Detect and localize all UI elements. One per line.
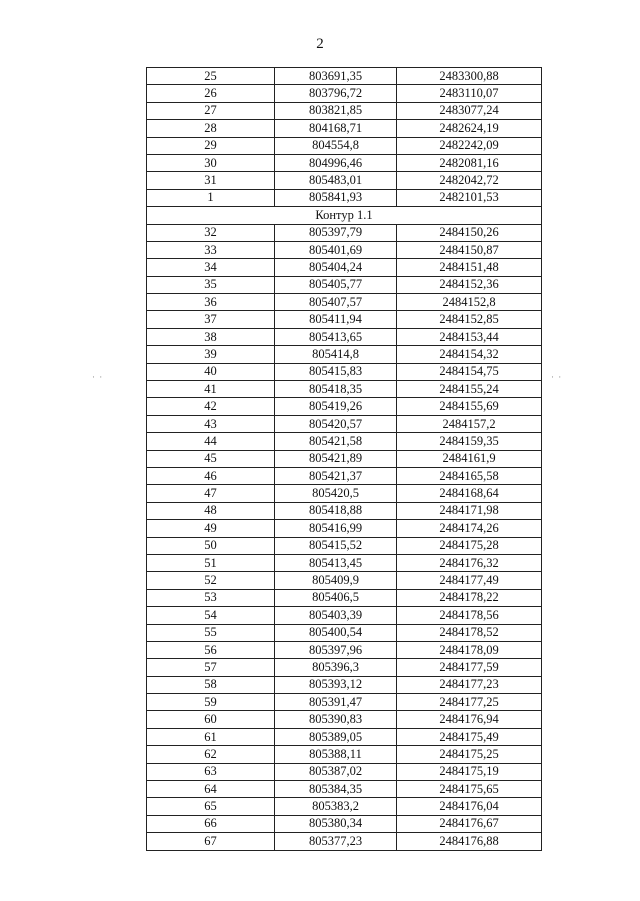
table-row: [147, 311, 542, 328]
y-coordinate-cell: 2484175,19: [397, 763, 542, 780]
point-number-cell: 66: [147, 815, 275, 832]
point-number-cell: 67: [147, 833, 275, 850]
table-row: [147, 172, 542, 189]
coordinates-table: [146, 67, 542, 851]
point-number-cell: 39: [147, 346, 275, 363]
x-coordinate-cell: 805389,05: [275, 728, 397, 745]
x-coordinate-cell: 805384,35: [275, 781, 397, 798]
y-coordinate-cell: 2484178,22: [397, 589, 542, 606]
table-row: [147, 189, 542, 206]
table-row: [147, 433, 542, 450]
point-number-cell: 54: [147, 607, 275, 624]
table-row: [147, 363, 542, 380]
table-row: [147, 537, 542, 554]
point-number-cell: 31: [147, 172, 275, 189]
y-coordinate-cell: 2484157,2: [397, 415, 542, 432]
y-coordinate-cell: 2484176,32: [397, 554, 542, 571]
x-coordinate-cell: 805413,65: [275, 328, 397, 345]
y-coordinate-cell: 2482242,09: [397, 137, 542, 154]
y-coordinate-cell: 2484168,64: [397, 485, 542, 502]
x-coordinate-cell: 805396,3: [275, 659, 397, 676]
table-row: [147, 154, 542, 171]
point-number-cell: 35: [147, 276, 275, 293]
point-number-cell: 28: [147, 120, 275, 137]
point-number-cell: 38: [147, 328, 275, 345]
x-coordinate-cell: 805416,99: [275, 520, 397, 537]
y-coordinate-cell: 2484153,44: [397, 328, 542, 345]
x-coordinate-cell: 805407,57: [275, 294, 397, 311]
point-number-cell: 30: [147, 154, 275, 171]
y-coordinate-cell: 2484165,58: [397, 467, 542, 484]
point-number-cell: 47: [147, 485, 275, 502]
point-number-cell: 1: [147, 189, 275, 206]
x-coordinate-cell: 805418,35: [275, 381, 397, 398]
coordinates-table-body: [147, 68, 542, 851]
x-coordinate-cell: 805411,94: [275, 311, 397, 328]
point-number-cell: 29: [147, 137, 275, 154]
y-coordinate-cell: 2484177,23: [397, 676, 542, 693]
table-row: [147, 276, 542, 293]
y-coordinate-cell: 2484161,9: [397, 450, 542, 467]
table-row: [147, 328, 542, 345]
y-coordinate-cell: 2484175,65: [397, 781, 542, 798]
y-coordinate-cell: 2483077,24: [397, 102, 542, 119]
table-row: [147, 520, 542, 537]
table-row: [147, 68, 542, 85]
table-row: [147, 676, 542, 693]
y-coordinate-cell: 2484155,24: [397, 381, 542, 398]
x-coordinate-cell: 805388,11: [275, 746, 397, 763]
point-number-cell: 57: [147, 659, 275, 676]
x-coordinate-cell: 805420,5: [275, 485, 397, 502]
x-coordinate-cell: 805397,96: [275, 641, 397, 658]
x-coordinate-cell: 805483,01: [275, 172, 397, 189]
x-coordinate-cell: 803691,35: [275, 68, 397, 85]
table-row: [147, 241, 542, 258]
y-coordinate-cell: 2482042,72: [397, 172, 542, 189]
table-row: [147, 102, 542, 119]
x-coordinate-cell: 805393,12: [275, 676, 397, 693]
point-number-cell: 51: [147, 554, 275, 571]
table-row: [147, 120, 542, 137]
y-coordinate-cell: 2484178,09: [397, 641, 542, 658]
x-coordinate-cell: 805401,69: [275, 241, 397, 258]
table-row: [147, 381, 542, 398]
point-number-cell: 34: [147, 259, 275, 276]
point-number-cell: 60: [147, 711, 275, 728]
x-coordinate-cell: 805391,47: [275, 694, 397, 711]
table-row: [147, 259, 542, 276]
x-coordinate-cell: 805404,24: [275, 259, 397, 276]
table-row: [147, 711, 542, 728]
point-number-cell: 40: [147, 363, 275, 380]
scan-speck-right: · ·: [551, 372, 563, 382]
x-coordinate-cell: 805406,5: [275, 589, 397, 606]
table-row: [147, 798, 542, 815]
table-row: [147, 398, 542, 415]
page-number: 2: [316, 36, 324, 52]
x-coordinate-cell: 805405,77: [275, 276, 397, 293]
x-coordinate-cell: 805420,57: [275, 415, 397, 432]
point-number-cell: 62: [147, 746, 275, 763]
x-coordinate-cell: 805421,37: [275, 467, 397, 484]
y-coordinate-cell: 2483300,88: [397, 68, 542, 85]
y-coordinate-cell: 2484174,26: [397, 520, 542, 537]
point-number-cell: 41: [147, 381, 275, 398]
point-number-cell: 65: [147, 798, 275, 815]
x-coordinate-cell: 805421,58: [275, 433, 397, 450]
y-coordinate-cell: 2483110,07: [397, 85, 542, 102]
point-number-cell: 49: [147, 520, 275, 537]
x-coordinate-cell: 805377,23: [275, 833, 397, 850]
table-row: [147, 467, 542, 484]
x-coordinate-cell: 805415,83: [275, 363, 397, 380]
x-coordinate-cell: 805418,88: [275, 502, 397, 519]
table-row: [147, 833, 542, 850]
point-number-cell: 27: [147, 102, 275, 119]
x-coordinate-cell: 804554,8: [275, 137, 397, 154]
y-coordinate-cell: 2484154,32: [397, 346, 542, 363]
point-number-cell: 63: [147, 763, 275, 780]
table-row: [147, 450, 542, 467]
scan-speck-left: · ·: [92, 372, 104, 382]
table-row: [147, 589, 542, 606]
x-coordinate-cell: 805409,9: [275, 572, 397, 589]
y-coordinate-cell: 2482624,19: [397, 120, 542, 137]
x-coordinate-cell: 805421,89: [275, 450, 397, 467]
table-row: [147, 415, 542, 432]
point-number-cell: 53: [147, 589, 275, 606]
point-number-cell: 48: [147, 502, 275, 519]
table-row: [147, 85, 542, 102]
x-coordinate-cell: 805841,93: [275, 189, 397, 206]
table-row: [147, 694, 542, 711]
point-number-cell: 25: [147, 68, 275, 85]
y-coordinate-cell: 2484177,59: [397, 659, 542, 676]
point-number-cell: 44: [147, 433, 275, 450]
table-row: [147, 746, 542, 763]
point-number-cell: 45: [147, 450, 275, 467]
point-number-cell: 37: [147, 311, 275, 328]
x-coordinate-cell: 805380,34: [275, 815, 397, 832]
point-number-cell: 32: [147, 224, 275, 241]
y-coordinate-cell: 2484150,26: [397, 224, 542, 241]
point-number-cell: 42: [147, 398, 275, 415]
table-row: [147, 137, 542, 154]
y-coordinate-cell: 2484152,85: [397, 311, 542, 328]
y-coordinate-cell: 2484152,36: [397, 276, 542, 293]
point-number-cell: 46: [147, 467, 275, 484]
y-coordinate-cell: 2484178,56: [397, 607, 542, 624]
y-coordinate-cell: 2484176,94: [397, 711, 542, 728]
section-title: Контур 1.1: [147, 207, 542, 224]
table-row: [147, 815, 542, 832]
table-row: [147, 624, 542, 641]
x-coordinate-cell: 805415,52: [275, 537, 397, 554]
table-row: [147, 641, 542, 658]
y-coordinate-cell: 2484176,67: [397, 815, 542, 832]
table-row: [147, 781, 542, 798]
y-coordinate-cell: 2482081,16: [397, 154, 542, 171]
point-number-cell: 61: [147, 728, 275, 745]
point-number-cell: 43: [147, 415, 275, 432]
point-number-cell: 59: [147, 694, 275, 711]
y-coordinate-cell: 2484151,48: [397, 259, 542, 276]
y-coordinate-cell: 2484176,04: [397, 798, 542, 815]
x-coordinate-cell: 805390,83: [275, 711, 397, 728]
y-coordinate-cell: 2484176,88: [397, 833, 542, 850]
y-coordinate-cell: 2484171,98: [397, 502, 542, 519]
point-number-cell: 58: [147, 676, 275, 693]
point-number-cell: 52: [147, 572, 275, 589]
y-coordinate-cell: 2484150,87: [397, 241, 542, 258]
y-coordinate-cell: 2484159,35: [397, 433, 542, 450]
table-row: [147, 763, 542, 780]
y-coordinate-cell: 2484175,25: [397, 746, 542, 763]
x-coordinate-cell: 803821,85: [275, 102, 397, 119]
table-row: [147, 728, 542, 745]
table-row: [147, 607, 542, 624]
point-number-cell: 36: [147, 294, 275, 311]
y-coordinate-cell: 2484152,8: [397, 294, 542, 311]
x-coordinate-cell: 804168,71: [275, 120, 397, 137]
y-coordinate-cell: 2484175,28: [397, 537, 542, 554]
table-row: [147, 294, 542, 311]
point-number-cell: 50: [147, 537, 275, 554]
y-coordinate-cell: 2484178,52: [397, 624, 542, 641]
table-row: [147, 485, 542, 502]
x-coordinate-cell: 803796,72: [275, 85, 397, 102]
point-number-cell: 64: [147, 781, 275, 798]
section-header-row: [147, 207, 542, 224]
table-row: [147, 346, 542, 363]
point-number-cell: 33: [147, 241, 275, 258]
x-coordinate-cell: 805397,79: [275, 224, 397, 241]
y-coordinate-cell: 2482101,53: [397, 189, 542, 206]
x-coordinate-cell: 805387,02: [275, 763, 397, 780]
x-coordinate-cell: 805400,54: [275, 624, 397, 641]
x-coordinate-cell: 805414,8: [275, 346, 397, 363]
table-row: [147, 572, 542, 589]
x-coordinate-cell: 805419,26: [275, 398, 397, 415]
table-row: [147, 554, 542, 571]
y-coordinate-cell: 2484177,49: [397, 572, 542, 589]
x-coordinate-cell: 805383,2: [275, 798, 397, 815]
y-coordinate-cell: 2484177,25: [397, 694, 542, 711]
point-number-cell: 56: [147, 641, 275, 658]
x-coordinate-cell: 804996,46: [275, 154, 397, 171]
y-coordinate-cell: 2484154,75: [397, 363, 542, 380]
x-coordinate-cell: 805403,39: [275, 607, 397, 624]
x-coordinate-cell: 805413,45: [275, 554, 397, 571]
table-row: [147, 659, 542, 676]
point-number-cell: 55: [147, 624, 275, 641]
table-row: [147, 502, 542, 519]
y-coordinate-cell: 2484175,49: [397, 728, 542, 745]
table-row: [147, 224, 542, 241]
point-number-cell: 26: [147, 85, 275, 102]
y-coordinate-cell: 2484155,69: [397, 398, 542, 415]
